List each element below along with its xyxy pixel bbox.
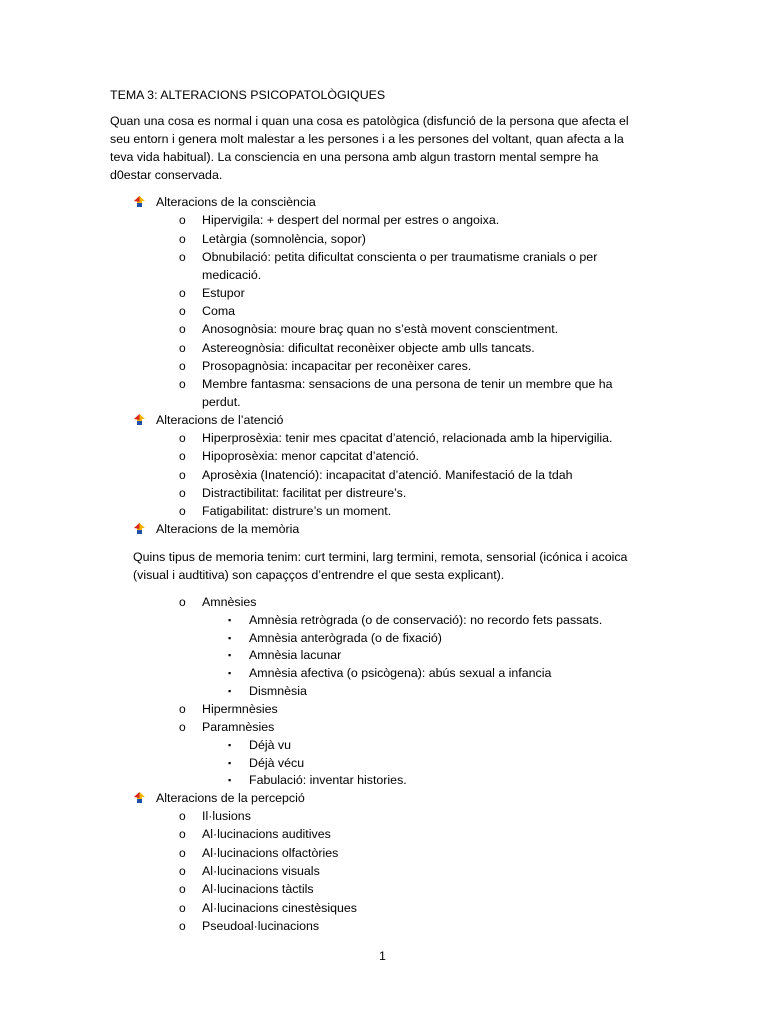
page-title: TEMA 3: ALTERACIONS PSICOPATOLÒGIQUES — [110, 88, 386, 102]
circle-bullet: o — [179, 449, 186, 463]
list-item: Al·lucinacions visuals — [202, 864, 320, 878]
square-bullet: ▪ — [228, 615, 232, 625]
list-item: Pseudoal·lucinacions — [202, 919, 320, 933]
intro-line: d0estar conservada. — [110, 168, 223, 182]
circle-bullet: o — [179, 901, 186, 915]
list-item: Al·lucinacions auditives — [202, 827, 331, 841]
circle-bullet: o — [179, 304, 186, 318]
circle-bullet: o — [179, 431, 186, 445]
circle-bullet: o — [179, 341, 186, 355]
sub-list-item: Fabulació: inventar histories. — [249, 773, 407, 787]
circle-bullet: o — [179, 232, 186, 246]
circle-bullet: o — [179, 882, 186, 896]
circle-bullet: o — [179, 702, 186, 716]
circle-bullet: o — [179, 377, 186, 391]
sub-list-item: Déjà vécu — [249, 756, 305, 770]
square-bullet: ▪ — [228, 686, 232, 696]
intro-line: seu entorn i genera molt malestar a les persones i a les persones del voltant, quan afecta a la — [110, 132, 624, 146]
list-item: Membre fantasma: sensacions de una persona de tenir un membre que ha — [202, 377, 613, 391]
list-item: Hipoprosèxia: menor capcitat d’atenció. — [202, 449, 419, 463]
circle-bullet: o — [179, 486, 186, 500]
list-item-continuation: medicació. — [202, 268, 262, 282]
square-bullet: ▪ — [228, 633, 232, 643]
list-item-continuation: perdut. — [202, 395, 241, 409]
sub-list-item: Amnèsia lacunar — [249, 648, 342, 662]
sub-list-item: Amnèsia anterògrada (o de fixació) — [249, 631, 442, 645]
section-heading-memoria: Alteracions de la memòria — [156, 522, 300, 536]
list-item: Hipervigila: + despert del normal per estres o angoixa. — [202, 213, 500, 227]
list-item: Al·lucinacions olfactòries — [202, 846, 339, 860]
circle-bullet: o — [179, 359, 186, 373]
list-item: Distractibilitat: facilitat per distreure’s. — [202, 486, 407, 500]
list-item: Letàrgia (somnolència, sopor) — [202, 232, 366, 246]
list-item: Coma — [202, 304, 236, 318]
list-item: Aprosèxia (Inatenció): incapacitat d’atenció. Manifestació de la tdah — [202, 468, 573, 482]
sub-list-item: Dismnèsia — [249, 684, 307, 698]
list-item: Estupor — [202, 286, 245, 300]
square-bullet: ▪ — [228, 650, 232, 660]
list-item: Paramnèsies — [202, 720, 275, 734]
list-item: Fatigabilitat: distrure’s un moment. — [202, 504, 392, 518]
list-item: Al·lucinacions cinestèsiques — [202, 901, 357, 915]
circle-bullet: o — [179, 504, 186, 518]
list-item: Prosopagnòsia: incapacitar per reconèixer cares. — [202, 359, 472, 373]
arrow-bullet-icon — [133, 413, 146, 427]
circle-bullet: o — [179, 595, 186, 609]
square-bullet: ▪ — [228, 740, 232, 750]
list-item: Astereognòsia: dificultat reconèixer objecte amb ulls tancats. — [202, 341, 535, 355]
list-item: Hiperprosèxia: tenir mes cpacitat d’atenció, relacionada amb la hipervigilia. — [202, 431, 613, 445]
circle-bullet: o — [179, 864, 186, 878]
circle-bullet: o — [179, 250, 186, 264]
section-heading-consciencia: Alteracions de la consciència — [156, 195, 316, 209]
circle-bullet: o — [179, 468, 186, 482]
circle-bullet: o — [179, 827, 186, 841]
sub-list-item: Amnèsia afectiva (o psicògena): abús sexual a infancia — [249, 666, 552, 680]
circle-bullet: o — [179, 720, 186, 734]
circle-bullet: o — [179, 809, 186, 823]
page-number: 1 — [379, 949, 386, 963]
memoria-paragraph-line: Quins tipus de memoria tenim: curt termini, larg termini, remota, sensorial (icónica i acoica — [133, 550, 628, 564]
arrow-bullet-icon — [133, 195, 146, 209]
section-heading-atencio: Alteracions de l’atenció — [156, 413, 284, 427]
square-bullet: ▪ — [228, 758, 232, 768]
intro-line: teva vida habitual). La consciencia en una persona amb algun trastorn mental sempre ha — [110, 150, 599, 164]
list-item: Al·lucinacions tàctils — [202, 882, 314, 896]
square-bullet: ▪ — [228, 668, 232, 678]
circle-bullet: o — [179, 322, 186, 336]
list-item: Anosognòsia: moure braç quan no s’està movent conscientment. — [202, 322, 559, 336]
circle-bullet: o — [179, 213, 186, 227]
circle-bullet: o — [179, 919, 186, 933]
arrow-bullet-icon — [133, 791, 146, 805]
square-bullet: ▪ — [228, 775, 232, 785]
sub-list-item: Amnèsia retrògrada (o de conservació): no recordo fets passats. — [249, 613, 603, 627]
intro-line: Quan una cosa es normal i quan una cosa es patològica (disfunció de la persona que afecta el — [110, 114, 629, 128]
list-item: Amnèsies — [202, 595, 257, 609]
list-item: Il·lusions — [202, 809, 251, 823]
memoria-paragraph-line: (visual i audtitiva) son capaçços d’entrendre el que sesta explicant). — [133, 568, 505, 582]
section-heading-percepcio: Alteracions de la percepció — [156, 791, 305, 805]
sub-list-item: Déjà vu — [249, 738, 292, 752]
arrow-bullet-icon — [133, 522, 146, 536]
circle-bullet: o — [179, 846, 186, 860]
list-item: Obnubilació: petita dificultat conscienta o per traumatisme cranials o per — [202, 250, 598, 264]
circle-bullet: o — [179, 286, 186, 300]
list-item: Hipermnèsies — [202, 702, 278, 716]
